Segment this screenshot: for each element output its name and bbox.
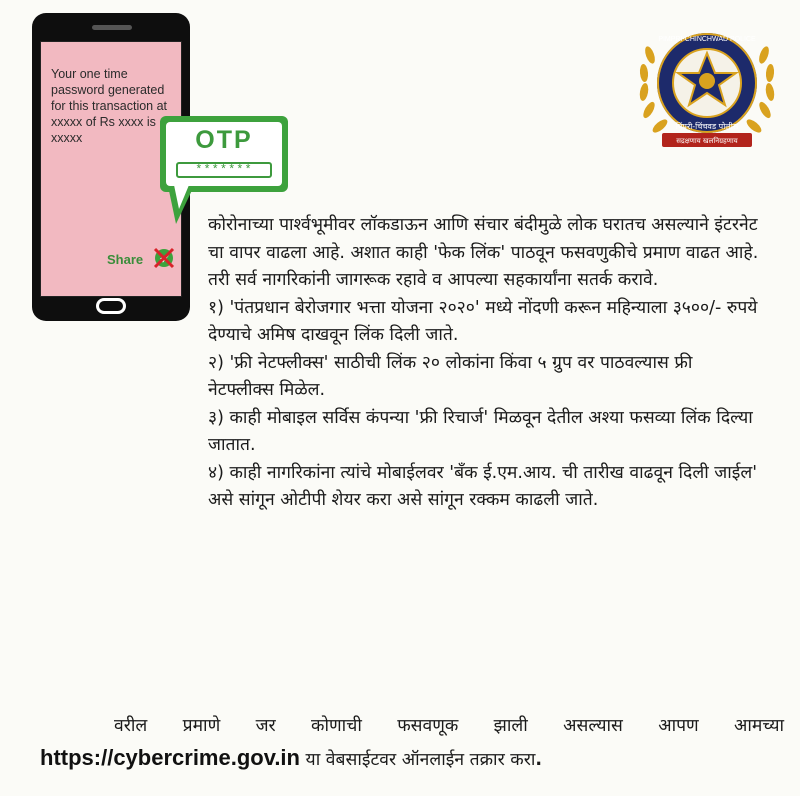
- phone-speaker: [92, 25, 132, 30]
- logo-motto: सद्रक्षणाय खलनिग्रहणाय: [676, 137, 738, 145]
- logo-ring-text: PIMPRI-CHINCHWAD POLICE: [658, 36, 756, 43]
- otp-bubble-tail-inner: [174, 185, 189, 209]
- footer-line-2-text: या वेबसाईटवर ऑनलाईन तक्रार करा: [299, 750, 536, 770]
- point-3: ३) काही मोबाइल सर्विस कंपन्या 'फ्री रिचार्ज' मिळवून देतील अश्या फसव्या लिंक दिल्या जातात.: [208, 407, 753, 455]
- point-4: ४) काही नागरिकांना त्यांचे मोबाईलवर 'बँक ई.एम.आय. ची तारीख वाढवून दिली जाईल' असे सांगून ओटीपी शेयर करा असे सांगून रक्कम काढली जाते.: [208, 462, 758, 510]
- logo-devanagari-name: पिंपरी-चिंचवड पोलीस: [675, 122, 739, 131]
- cybercrime-link[interactable]: https://cybercrime.gov.in: [40, 745, 300, 770]
- otp-bubble-inner: [166, 122, 282, 186]
- otp-bubble: [160, 116, 288, 192]
- otp-masked-code: *******: [176, 162, 272, 178]
- footer-line-2: [40, 745, 780, 771]
- intro-paragraph: कोरोनाच्या पार्श्वभूमीवर लॉकडाऊन आणि संचार बंदीमुळे लोक घरातच असल्याने इंटरनेट चा वापर वाढला आहे. अशात काही 'फेक लिंक' पाठवून फसवणुकीचे प्रमाण वाढत आहे. तरी सर्व नागरिकांनी जागरूक रहावे व आपल्या सहकार्यांना सतर्क करावे.: [208, 215, 759, 290]
- point-1: १) 'पंतप्रधान बेरोजगार भत्ता योजना २०२०' मध्ये नोंदणी करून महिन्याला ३५००/- रुपये देण्याचे अमिष दाखवून लिंक दिली जाते.: [208, 297, 758, 345]
- notice-body: [208, 212, 763, 515]
- no-share-icon: [153, 247, 175, 269]
- sms-message: Your one time password generated for this transaction at xxxxx of Rs xxxx is xxxxx: [51, 67, 168, 145]
- otp-title: OTP: [195, 126, 253, 154]
- footer-end-mark: .: [535, 750, 543, 770]
- point-2: २) 'फ्री नेटफ्लीक्स' साठीची लिंक २० लोकांना किंवा ५ ग्रुप वर पाठवल्यास फ्री नेटफ्लीक्स मिळेल.: [208, 352, 693, 400]
- phone-home-button: [96, 298, 126, 314]
- footer-line-1: वरील प्रमाणे जर कोणाची फसवणूक झाली असल्यास आपण आमच्या: [114, 716, 784, 736]
- otp-bubble-frame: [160, 116, 288, 192]
- police-emblem-logo: [632, 25, 782, 155]
- share-label: Share: [107, 252, 144, 267]
